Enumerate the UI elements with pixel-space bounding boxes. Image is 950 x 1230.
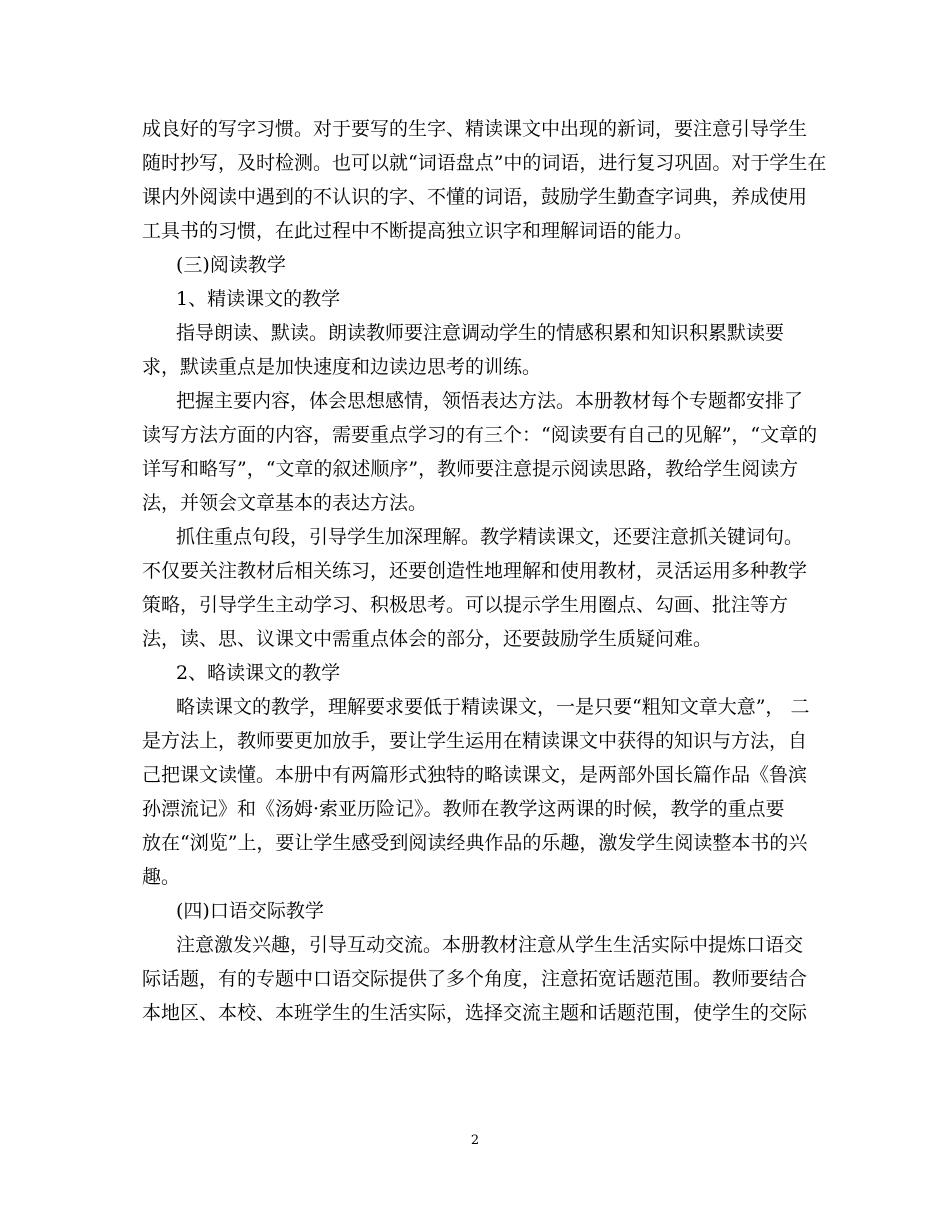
text-line: 法，读、思、议课文中需重点体会的部分，还要鼓励学生质疑问难。: [142, 628, 713, 650]
text-line: 趣。: [142, 866, 181, 888]
text-line: 己把课文读懂。本册中有两篇形式独特的略读课文，是两部外国长篇作品《鲁滨: [142, 764, 808, 786]
text-line: 注意激发兴趣，引导互动交流。本册教材注意从学生生活实际中提炼口语交: [176, 934, 804, 956]
text-line: 成良好的写字习惯。对于要写的生字、精读课文中出现的新词，要注意引导学生: [142, 118, 808, 140]
text-line: 际话题，有的专题中口语交际提供了多个角度，注意拓宽话题范围。教师要结合: [142, 968, 808, 990]
text-line: 不仅要关注教材后相关练习，还要创造性地理解和使用教材，灵活运用多种教学: [142, 560, 808, 582]
text-line: 课内外阅读中遇到的不认识的字、不懂的词语，鼓励学生勤查字词典，养成使用: [142, 186, 808, 208]
text-line: 策略，引导学生主动学习、积极思考。可以提示学生用圈点、勾画、批注等方: [142, 594, 789, 616]
text-line: 法，并领会文章基本的表达方法。: [142, 492, 428, 514]
text-line: 求，默读重点是加快速度和边读边思考的训练。: [142, 356, 542, 378]
text-line: 把握主要内容，体会思想感情，领悟表达方法。本册教材每个专题都安排了: [176, 390, 804, 412]
text-line: 详写和略写”，“文章的叙述顺序”，教师要注意提示阅读思路，教给学生阅读方: [142, 458, 799, 480]
text-line: 1、精读课文的教学: [176, 288, 341, 310]
text-line: 是方法上，教师要更加放手，要让学生运用在精读课文中获得的知识与方法，自: [142, 730, 808, 752]
text-line: 孙漂流记》和《汤姆·索亚历险记》。教师在教学这两课的时候，教学的重点要: [142, 798, 785, 820]
text-line: 指导朗读、默读。朗读教师要注意调动学生的情感积累和知识积累默读要: [176, 322, 785, 344]
body-text: [142, 112, 827, 1030]
text-line: 工具书的习惯，在此过程中不断提高独立识字和理解词语的能力。: [142, 220, 694, 242]
text-line: 本地区、本校、本班学生的生活实际，选择交流主题和话题范围，使学生的交际: [142, 1002, 808, 1024]
text-line: 随时抄写，及时检测。也可以就“词语盘点”中的词语，进行复习巩固。对于学生在: [142, 152, 827, 174]
text-line: 放在“浏览”上，要让学生感受到阅读经典作品的乐趣，激发学生阅读整本书的兴: [142, 832, 808, 854]
text-line: (三)阅读教学: [176, 254, 286, 276]
page-number: 2: [470, 1133, 480, 1148]
text-line: 读写方法方面的内容，需要重点学习的有三个：“阅读要有自己的见解”，“文章的: [142, 424, 818, 446]
text-line: 2、略读课文的教学: [176, 662, 341, 684]
text-line: (四)口语交际教学: [176, 900, 324, 922]
text-line: 略读课文的教学，理解要求要低于精读课文，一是只要“粗知文章大意”， 二: [176, 696, 810, 718]
text-line: 抓住重点句段，引导学生加深理解。教学精读课文，还要注意抓关键词句。: [176, 526, 804, 548]
